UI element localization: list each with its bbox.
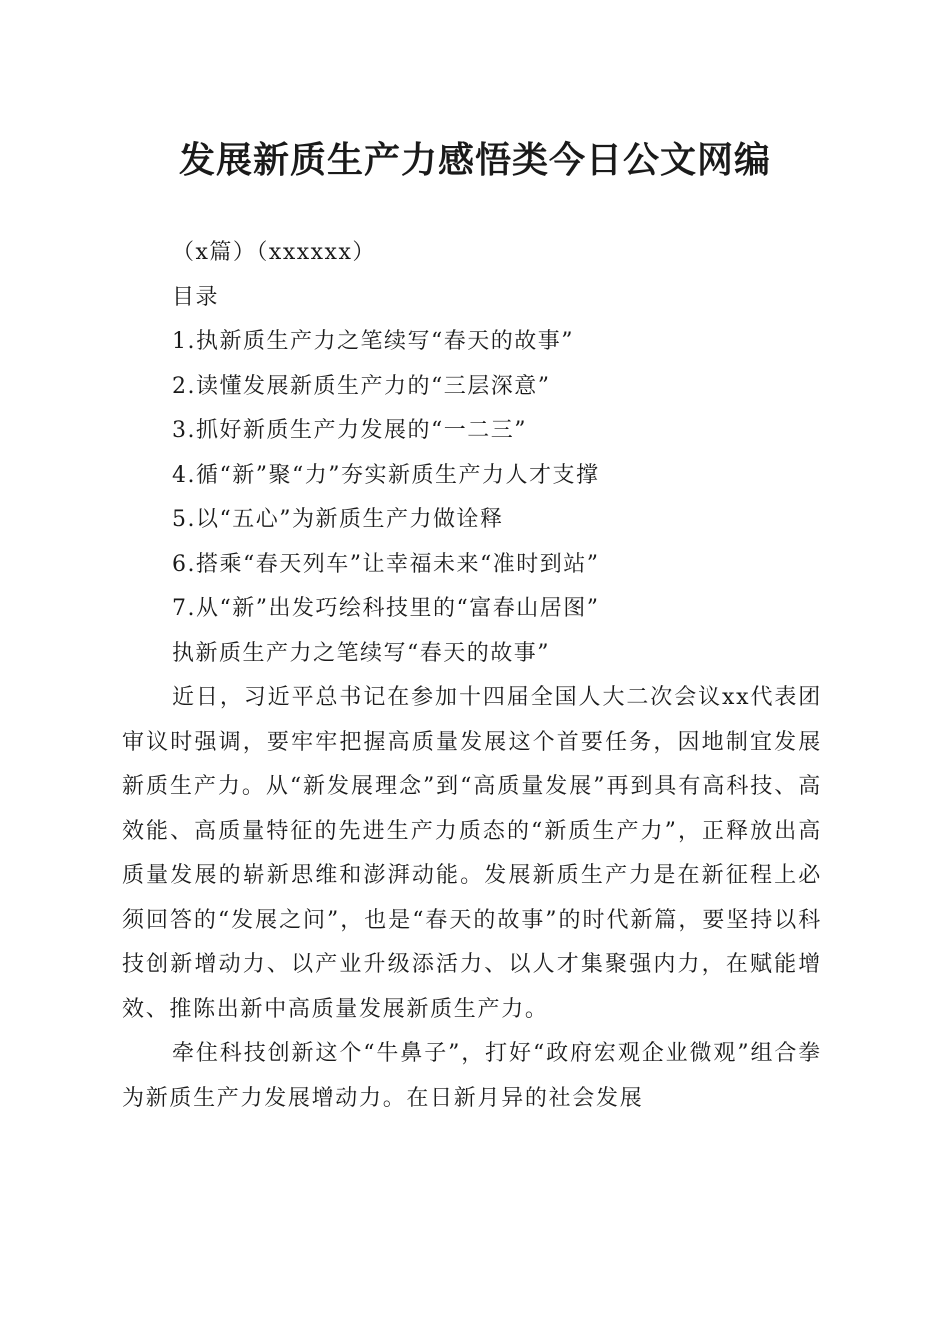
toc-item-1: 1.执新质生产力之笔续写“春天的故事” [172,329,574,354]
body-paragraph-2: 牵住科技创新这个“牛鼻子”，打好“政府宏观企业微观”组合拳为新质生产力发展增动力。在日新月异的社会发展 [122,1041,822,1111]
table-of-contents [122,320,822,632]
section-heading: 执新质生产力之笔续写“春天的故事” [172,640,550,666]
toc-heading: 目录 [172,284,220,310]
toc-item-2: 2.读懂发展新质生产力的“三层深意” [172,373,551,399]
document-body [122,231,822,1121]
document-title: 发展新质生产力感悟类今日公文网编 [178,139,771,181]
toc-item-7: 7.从“新”出发巧绘科技里的“富春山居图” [172,596,600,621]
toc-item-5: 5.以“五心”为新质生产力做诠释 [172,507,504,532]
toc-item-3: 3.抓好新质生产力发展的“一二三” [172,418,527,443]
toc-item-6: 6.搭乘“春天列车”让幸福未来“准时到站” [172,551,600,577]
meta-line: （x篇）（xxxxxx） [172,240,376,265]
body-paragraph-1: 近日，习近平总书记在参加十四届全国人大二次会议xx代表团审议时强调，要牢牢把握高质量发展这个首要任务，因地制宜发展新质生产力。从“新发展理念”到“高质量发展”再到具有高科技、高效能、高质量特征的先进生产力质态的“新质生产力”，正释放出高质量发展的崭新思维和澎湃动能。发展新质生产力是在新征程上必须回答的“发展之问”，也是“春天的故事”的时代新篇，要坚持以科技创新增动力、以产业升级添活力、以人才集聚强内力，在赋能增效、推陈出新中高质量发展新质生产力。 [122,685,822,1022]
toc-item-4: 4.循“新”聚“力”夯实新质生产力人才支撑 [172,462,600,488]
